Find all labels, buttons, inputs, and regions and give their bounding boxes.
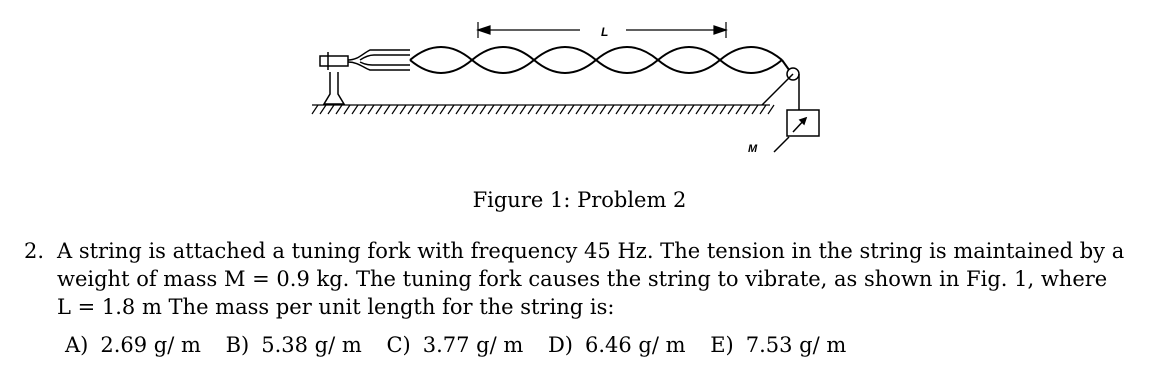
ground-hatch-line: [312, 105, 318, 114]
ground-hatch-line: [664, 105, 670, 114]
ground-hatch-line: [616, 105, 622, 114]
choice-label: A): [65, 333, 89, 357]
ground-hatch-line: [600, 105, 606, 114]
problem-text-line-2: weight of mass M = 0.9 kg. The tuning fork causes the string to vibrate, as shown in Fig. 1, where: [57, 267, 1108, 291]
ground-hatch-line: [528, 105, 534, 114]
ground-hatch-line: [552, 105, 558, 114]
choice-label: E): [710, 333, 734, 357]
ground-hatch-line: [712, 105, 718, 114]
problem-number: 2.: [24, 239, 45, 263]
ground-hatch-line: [496, 105, 502, 114]
ground-hatch-line: [472, 105, 478, 114]
choice-c[interactable]: [386, 333, 523, 357]
ground-hatch-line: [336, 105, 342, 114]
ground-hatch-line: [720, 105, 726, 114]
choice-label: D): [547, 333, 573, 357]
choice-value: 6.46 g/ m: [584, 333, 686, 357]
ground-hatch-line: [440, 105, 446, 114]
ground-hatch-line: [568, 105, 574, 114]
choice-label: C): [386, 333, 411, 357]
standing-wave-string: [410, 47, 792, 74]
ground-hatch-line: [504, 105, 510, 114]
ground-hatch-line: [360, 105, 366, 114]
ground-hatch-line: [376, 105, 382, 114]
label-L: L: [601, 25, 609, 39]
ground-hatch-line: [352, 105, 358, 114]
choice-e[interactable]: [710, 333, 846, 357]
choice-value: 2.69 g/ m: [100, 333, 201, 357]
ground-hatch-line: [592, 105, 598, 114]
ground-hatch-line: [520, 105, 526, 114]
ground-hatch-line: [704, 105, 710, 114]
ground-hatch-line: [416, 105, 422, 114]
ground-hatch-line: [640, 105, 646, 114]
ground-hatch-line: [456, 105, 462, 114]
choice-label: B): [225, 333, 250, 357]
ground-hatch-line: [432, 105, 438, 114]
hanging-mass: [774, 110, 819, 152]
ground-hatch-line: [408, 105, 414, 114]
ground-hatch-line: [672, 105, 678, 114]
ground-hatch-line: [480, 105, 486, 114]
ground-hatch-line: [760, 105, 766, 114]
ground-hatch-line: [344, 105, 350, 114]
choice-d[interactable]: [548, 333, 686, 357]
choice-value: 5.38 g/ m: [261, 333, 362, 357]
ground-hatch-line: [536, 105, 542, 114]
choice-value: 3.77 g/ m: [422, 333, 524, 357]
ground-hatch-line: [688, 105, 694, 114]
ground-hatch-line: [696, 105, 702, 114]
ground-hatch-line: [648, 105, 654, 114]
tuning-fork: [320, 50, 410, 104]
ground-hatch-line: [320, 105, 326, 114]
ground-hatch-line: [736, 105, 742, 114]
ground-hatch-line: [488, 105, 494, 114]
ground-hatch-line: [400, 105, 406, 114]
ground-hatch-line: [608, 105, 614, 114]
ground-hatch-line: [328, 105, 334, 114]
choice-value: 7.53 g/ m: [745, 333, 847, 357]
ground-hatch-line: [576, 105, 582, 114]
ground: [312, 105, 774, 114]
ground-hatch-line: [560, 105, 566, 114]
ground-hatch-line: [752, 105, 758, 114]
choice-a[interactable]: [65, 333, 201, 357]
ground-hatch-line: [680, 105, 686, 114]
label-M: M: [748, 143, 758, 155]
pulley: [762, 68, 799, 110]
ground-hatch-line: [512, 105, 518, 114]
ground-hatch-line: [464, 105, 470, 114]
answer-choices: [65, 333, 864, 357]
ground-hatch-line: [544, 105, 550, 114]
standing-wave-figure: [300, 12, 840, 162]
ground-hatch-line: [424, 105, 430, 114]
ground-hatch-line: [632, 105, 638, 114]
ground-hatch-line: [384, 105, 390, 114]
ground-hatch-line: [584, 105, 590, 114]
ground-hatch-line: [368, 105, 374, 114]
figure-caption: Figure 1: Problem 2: [472, 188, 687, 212]
ground-hatch-line: [744, 105, 750, 114]
problem-text-line-3: L = 1.8 m The mass per unit length for the string is:: [57, 295, 615, 319]
problem-text-line-1: A string is attached a tuning fork with frequency 45 Hz. The tension in the string is maintained by a: [57, 239, 1125, 263]
ground-hatch-line: [624, 105, 630, 114]
ground-hatch-line: [768, 105, 774, 114]
choice-b[interactable]: [226, 333, 362, 357]
ground-hatch-line: [728, 105, 734, 114]
ground-hatch-line: [448, 105, 454, 114]
ground-hatch-line: [656, 105, 662, 114]
ground-hatch-line: [392, 105, 398, 114]
